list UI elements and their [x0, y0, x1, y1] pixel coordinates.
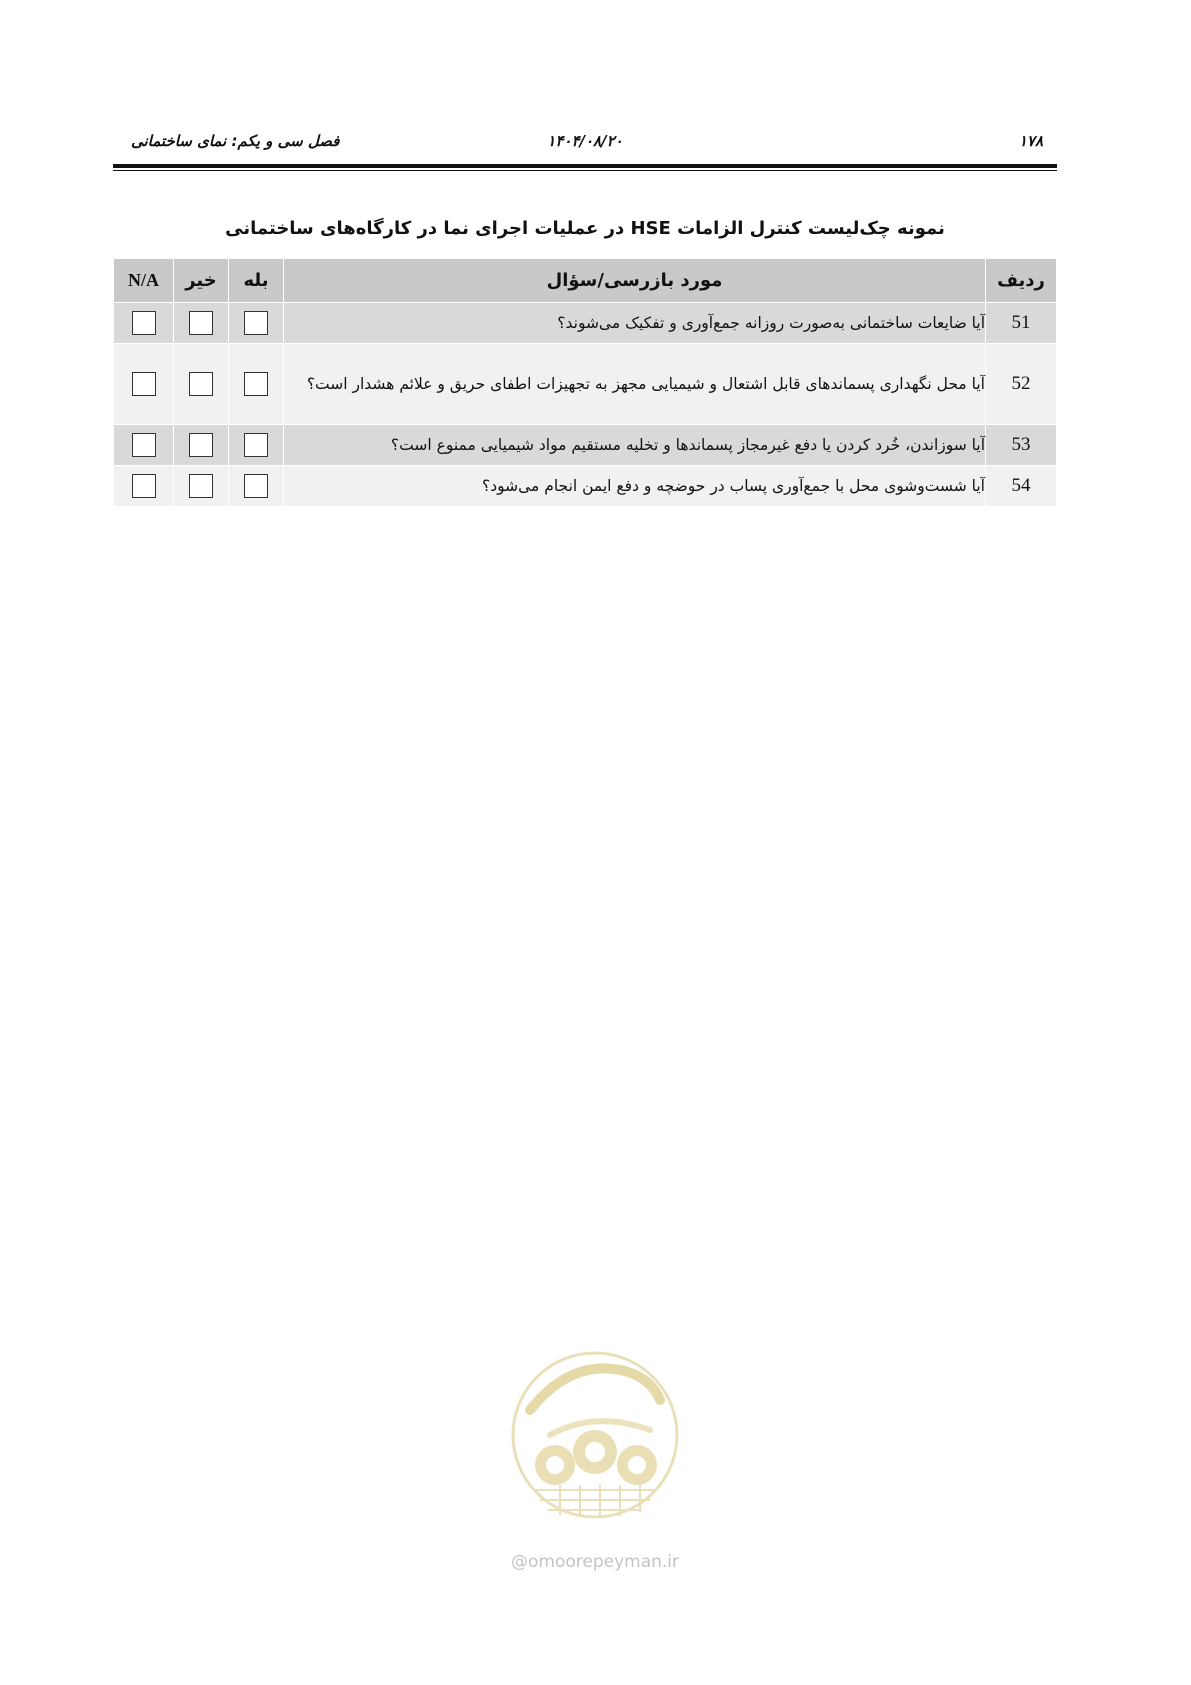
header-number: ردیف: [986, 259, 1057, 303]
page-number: ۱۷۸: [1018, 132, 1043, 150]
table-row: [114, 303, 1057, 344]
header-divider-thin: [113, 170, 1057, 171]
na-checkbox[interactable]: [132, 372, 156, 396]
row-question: آیا سوزاندن، خُرد کردن یا دفع غیرمجاز پسماندها و تخلیه مستقیم مواد شیمیایی ممنوع است؟: [284, 425, 986, 466]
table-header-row: [114, 259, 1057, 303]
yes-checkbox[interactable]: [244, 311, 268, 335]
checklist-table: [113, 258, 1057, 507]
yes-checkbox[interactable]: [244, 433, 268, 457]
header-na: N/A: [114, 259, 174, 303]
watermark-logo: [510, 1340, 680, 1560]
yes-checkbox[interactable]: [244, 474, 268, 498]
header-question: مورد بازرسی/سؤال: [284, 259, 986, 303]
table-row: [114, 425, 1057, 466]
watermark-text: @omoorepeyman.ir: [510, 1552, 680, 1572]
na-checkbox[interactable]: [132, 474, 156, 498]
checklist-title: نمونه چک‌لیست کنترل الزامات HSE در عملیات اجرای نما در کارگاه‌های ساختمانی: [225, 218, 945, 239]
row-number: 54: [986, 466, 1057, 507]
row-question: آیا شست‌وشوی محل با جمع‌آوری پساب در حوضچه و دفع ایمن انجام می‌شود؟: [284, 466, 986, 507]
table-row: [114, 466, 1057, 507]
page-header: [113, 128, 1057, 156]
header-yes: بله: [229, 259, 284, 303]
header-no: خیر: [174, 259, 229, 303]
row-question: آیا ضایعات ساختمانی به‌صورت روزانه جمع‌آوری و تفکیک می‌شوند؟: [284, 303, 986, 344]
header-date: ۱۴۰۴/۰۸/۲۰: [547, 132, 623, 150]
chapter-title: فصل سی و یکم: نمای ساختمانی: [131, 132, 340, 150]
row-question: آیا محل نگهداری پسماندهای قابل اشتعال و شیمیایی مجهز به تجهیزات اطفای حریق و علائم هشدار است؟: [284, 344, 986, 425]
no-checkbox[interactable]: [189, 311, 213, 335]
row-number: 51: [986, 303, 1057, 344]
na-checkbox[interactable]: [132, 433, 156, 457]
header-divider-thick: [113, 164, 1057, 168]
row-number: 53: [986, 425, 1057, 466]
table-row: [114, 344, 1057, 425]
yes-checkbox[interactable]: [244, 372, 268, 396]
row-number: 52: [986, 344, 1057, 425]
no-checkbox[interactable]: [189, 474, 213, 498]
na-checkbox[interactable]: [132, 311, 156, 335]
no-checkbox[interactable]: [189, 433, 213, 457]
no-checkbox[interactable]: [189, 372, 213, 396]
